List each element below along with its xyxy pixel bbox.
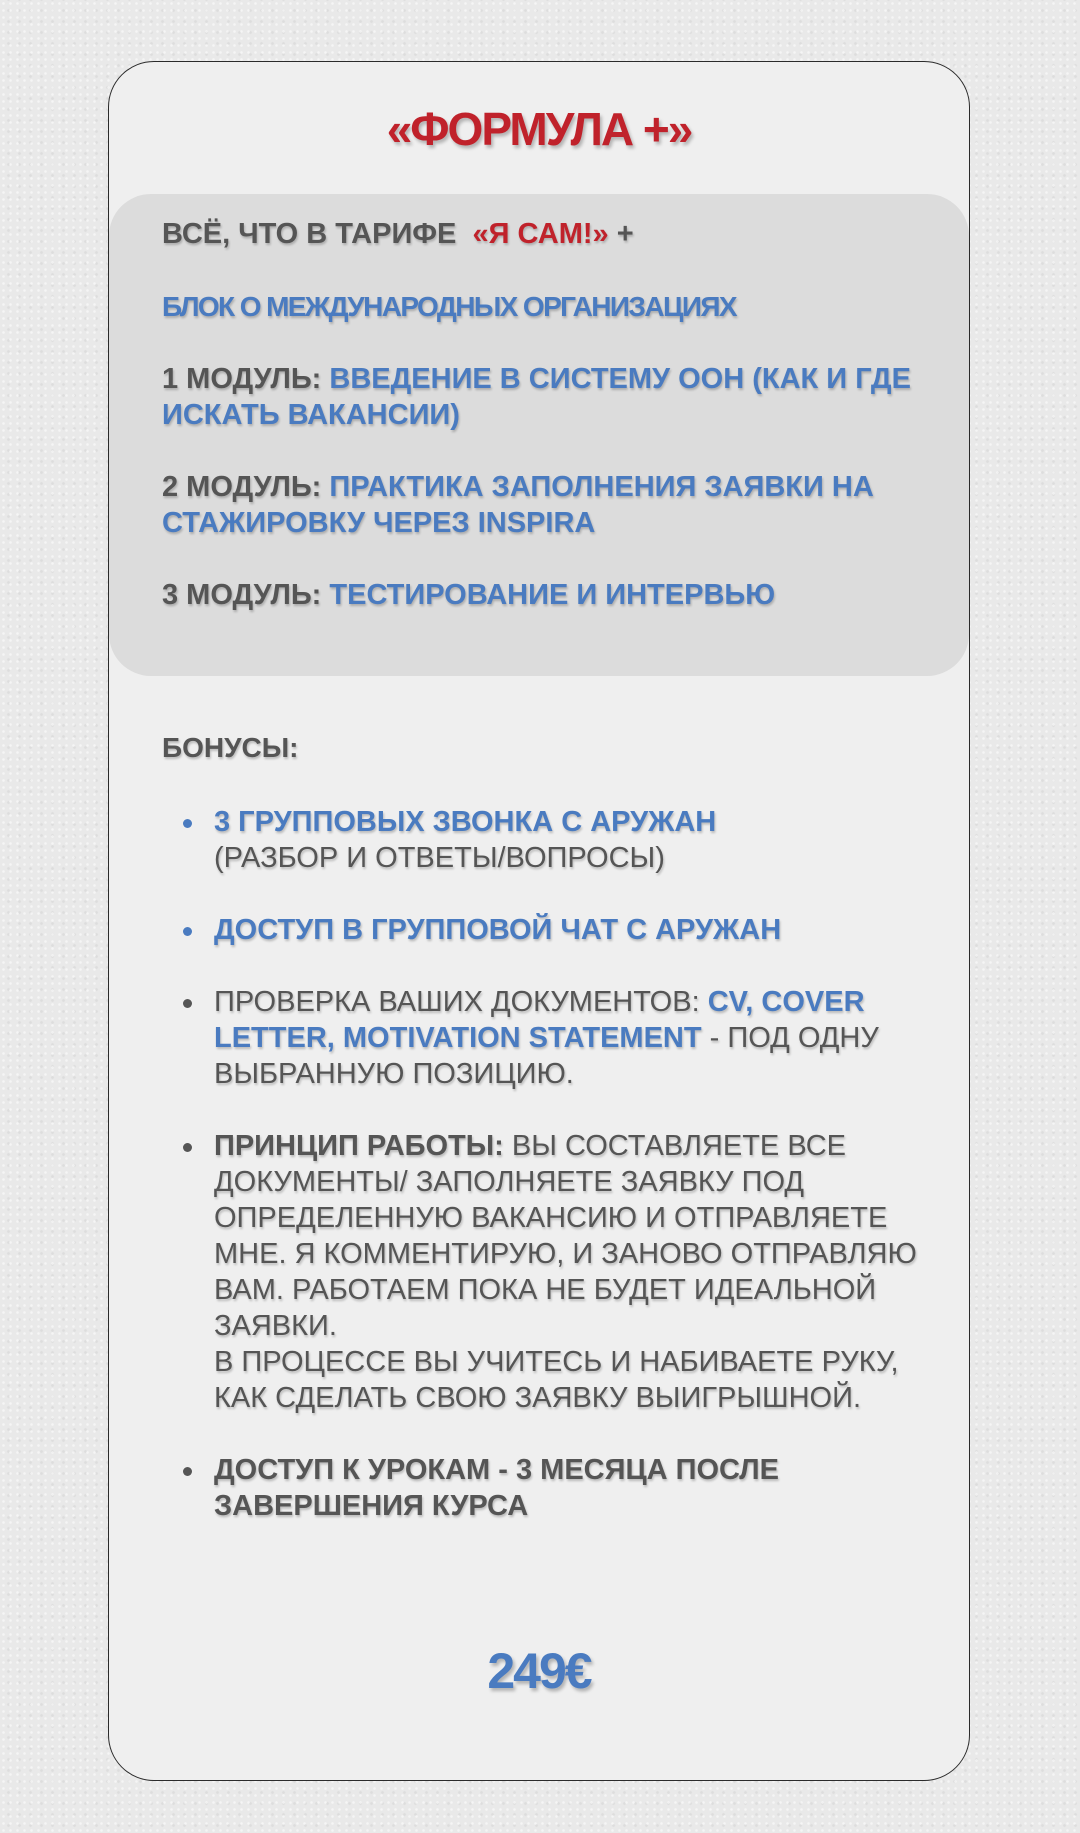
bonus-item-calls: [183, 804, 943, 876]
module-3: [162, 577, 942, 613]
price-label: 249€: [487, 1643, 591, 1699]
bonus-item-access: [183, 1452, 943, 1524]
bullet-dot-icon: [183, 1467, 192, 1476]
bonuses-title: БОНУСЫ:: [162, 732, 299, 763]
intro-prefix: ВСЁ, ЧТО В ТАРИФЕ: [162, 218, 457, 250]
bonus-principle-text: ВЫ СОСТАВЛЯЕТЕ ВСЕ ДОКУМЕНТЫ/ ЗАПОЛНЯЕТЕ ЗАЯВКУ ПОД ОПРЕДЕЛЕННУЮ ВАКАНСИЮ И ОТПРАВЛЯЕТЕ МНЕ. Я КОММЕНТИРУЮ, И ЗАНОВО ОТПРАВЛЯЮ ВАМ. РАБОТАЕМ ПОКА НЕ БУДЕТ ИДЕАЛЬНОЙ ЗАЯВКИ.: [214, 1130, 917, 1342]
block-title: БЛОК О МЕЖДУНАРОДНЫХ ОРГАНИЗАЦИЯХ: [162, 291, 736, 322]
bonus-chat-main: ДОСТУП В ГРУППОВОЙ ЧАТ С АРУЖАН: [214, 914, 782, 946]
bonus-item-review: [183, 984, 943, 1092]
bonus-review-prefix: ПРОВЕРКА ВАШИХ ДОКУМЕНТОВ:: [214, 986, 700, 1018]
module-1: [162, 361, 942, 433]
module-2-text: ПРАКТИКА ЗАПОЛНЕНИЯ ЗАЯВКИ НА СТАЖИРОВКУ ЧЕРЕЗ INSPIRA: [162, 471, 874, 539]
intro-tariff-name: «Я САМ!»: [472, 218, 609, 250]
included-panel: [109, 194, 969, 676]
intro-line: [162, 216, 634, 252]
bonus-calls-main: 3 ГРУППОВЫХ ЗВОНКА С АРУЖАН: [214, 806, 717, 838]
module-1-text: ВВЕДЕНИЕ В СИСТЕМУ ООН (КАК И ГДЕ ИСКАТЬ ВАКАНСИИ): [162, 363, 911, 431]
tariff-title: «ФОРМУЛА +»: [386, 103, 692, 155]
bonus-item-principle: [183, 1128, 943, 1416]
bullet-dot-icon: [183, 819, 192, 828]
module-2: [162, 469, 942, 541]
bonus-item-chat: [183, 912, 943, 948]
module-3-label: 3 МОДУЛЬ:: [162, 579, 322, 611]
bonus-principle-label: ПРИНЦИП РАБОТЫ:: [214, 1130, 504, 1162]
bonus-review-suffix: - ПОД ОДНУ ВЫБРАННУЮ ПОЗИЦИЮ.: [214, 1022, 879, 1090]
bonus-review-docs: CV, COVER LETTER, MOTIVATION STATEMENT: [214, 986, 865, 1054]
tariff-card: [108, 61, 970, 1781]
bullet-dot-icon: [183, 927, 192, 936]
bullet-dot-icon: [183, 1143, 192, 1152]
bonus-principle-text2: В ПРОЦЕССЕ ВЫ УЧИТЕСЬ И НАБИВАЕТЕ РУКУ, КАК СДЕЛАТЬ СВОЮ ЗАЯВКУ ВЫИГРЫШНОЙ.: [214, 1346, 899, 1414]
module-1-label: 1 МОДУЛЬ:: [162, 363, 322, 395]
intro-plus: +: [616, 218, 634, 250]
bullet-dot-icon: [183, 999, 192, 1008]
module-2-label: 2 МОДУЛЬ:: [162, 471, 322, 503]
bonus-access-main: ДОСТУП К УРОКАМ - 3 МЕСЯЦА ПОСЛЕ ЗАВЕРШЕНИЯ КУРСА: [214, 1454, 779, 1522]
bonuses-list: [183, 804, 943, 1560]
module-3-text: ТЕСТИРОВАНИЕ И ИНТЕРВЬЮ: [329, 579, 776, 611]
bonus-calls-note: (РАЗБОР И ОТВЕТЫ/ВОПРОСЫ): [214, 842, 665, 874]
